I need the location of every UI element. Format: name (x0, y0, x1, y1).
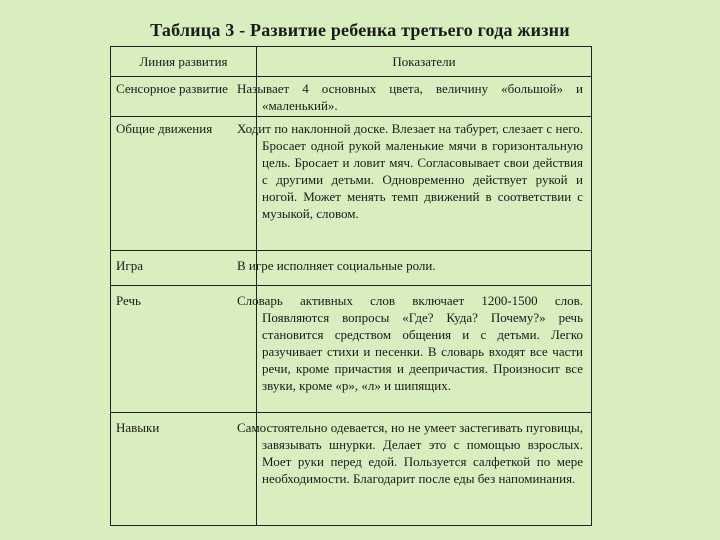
row-line-cell: Общие движения (111, 117, 257, 251)
page-title: Таблица 3 - Развитие ребенка третьего года жизни (150, 20, 570, 40)
column-header-indicators: Показатели (257, 47, 592, 77)
row-indicators-cell: Словарь активных слов включает 1200-1500 слов. Появляются вопросы «Где? Куда? Почему?» речь становится средством общения и с детьми. Легко разучивает стихи и песенки. В словарь входят все части речи, кроме причастия и деепричастия. Произносит все звуки, кроме «р», «л» и шипящих. (257, 286, 592, 413)
row-indicators-cell: В игре исполняет социальные роли. (257, 251, 592, 286)
table-row (111, 117, 592, 251)
table-header-row (111, 47, 592, 77)
row-indicators-cell: Ходит по наклонной доске. Влезает на табурет, слезает с него. Бросает одной рукой маленькие мячи в горизонтальную цель. Бросает и ловит мяч. Согласовывает свои действия с другими детьми. Одновременно действует рукой и ногой. Может менять темп движений в соответствии с музыкой, словом. (257, 117, 592, 251)
row-line-cell: Речь (111, 286, 257, 413)
row-line-cell: Навыки (111, 413, 257, 526)
column-header-line: Линия развития (111, 47, 257, 77)
row-line-cell: Сенсорное развитие (111, 77, 257, 117)
table-row (111, 77, 592, 117)
row-line-cell: Игра (111, 251, 257, 286)
row-indicators-cell: Называет 4 основных цвета, величину «большой» и «маленький». (257, 77, 592, 117)
development-table (110, 46, 592, 526)
table-row (111, 286, 592, 413)
table-row (111, 251, 592, 286)
row-indicators-cell: Самостоятельно одевается, но не умеет застегивать пуговицы, завязывать шнурки. Делает это с помощью взрослых. Моет руки перед едой. Пользуется салфеткой по мере необходимости. Благодарит после еды без напоминания. (257, 413, 592, 526)
table-row (111, 413, 592, 526)
